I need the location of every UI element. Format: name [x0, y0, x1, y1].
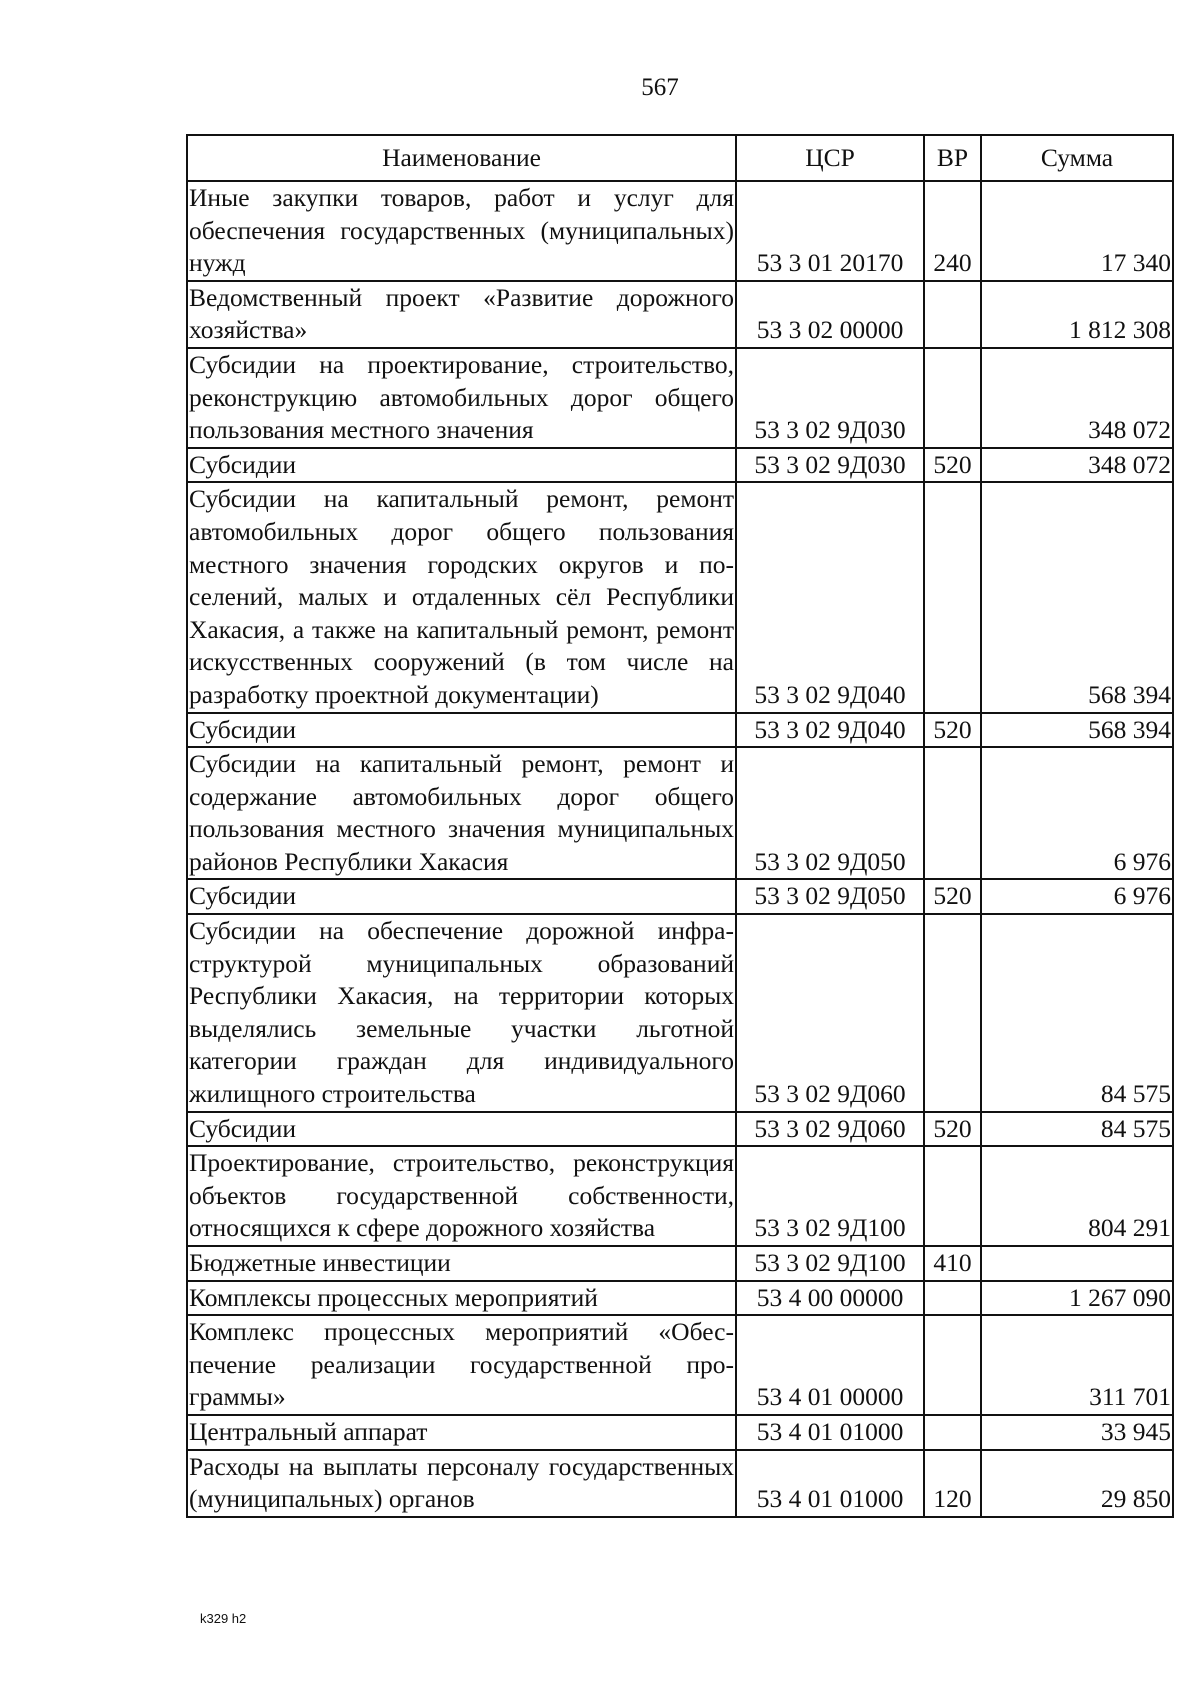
table-row: [187, 348, 1173, 448]
row-sum: 84 575: [981, 914, 1173, 1112]
row-csr: 53 4 01 01000: [736, 1450, 924, 1517]
row-csr: 53 3 02 9Д040: [736, 482, 924, 712]
row-name: Комплексы процессных мероприятий: [187, 1281, 736, 1316]
row-name: Иные закупки товаров, работ и услуг для обеспечения государственных (муниципальных) нужд: [187, 181, 736, 281]
row-vr: [924, 1415, 981, 1450]
row-name: Ведомственный проект «Развитие дорожного хозяйства»: [187, 281, 736, 348]
row-sum: 84 575: [981, 1112, 1173, 1147]
table-row: [187, 1281, 1173, 1316]
table-row: [187, 1415, 1173, 1450]
row-csr: 53 3 02 9Д100: [736, 1146, 924, 1246]
row-name: Центральный аппарат: [187, 1415, 736, 1450]
row-csr: 53 4 00 00000: [736, 1281, 924, 1316]
header-name: Наименование: [187, 135, 736, 181]
row-vr: [924, 281, 981, 348]
row-name: Комплекс процессных мероприятий «Обеспечение реализации государственной программы»: [187, 1315, 736, 1415]
row-vr: [924, 348, 981, 448]
header-vr: ВР: [924, 135, 981, 181]
header-sum: Сумма: [981, 135, 1173, 181]
table-row: [187, 281, 1173, 348]
row-csr: 53 3 02 9Д060: [736, 1112, 924, 1147]
row-vr: [924, 1281, 981, 1316]
row-csr: 53 3 02 9Д100: [736, 1246, 924, 1281]
table-row: [187, 747, 1173, 879]
table-row: [187, 1146, 1173, 1246]
row-name: Субсидии на капитальный ремонт, ремонт и содержание автомобильных дорог общего пользования местного значения муниципальных районов Республики Хакасия: [187, 747, 736, 879]
table-row: [187, 914, 1173, 1112]
row-sum: 33 945: [981, 1415, 1173, 1450]
footer-code: k329 h2: [200, 1611, 247, 1626]
row-sum: 1 812 308: [981, 281, 1173, 348]
row-sum: 348 072: [981, 348, 1173, 448]
row-sum: [981, 1246, 1173, 1281]
row-csr: 53 3 02 9Д030: [736, 348, 924, 448]
table-row: [187, 1246, 1173, 1281]
row-vr: 520: [924, 713, 981, 748]
row-sum: 311 701: [981, 1315, 1173, 1415]
row-name: Субсидии на проектирование, строительство, реконструкцию автомобильных дорог общего пользования местного значения: [187, 348, 736, 448]
row-sum: 804 291: [981, 1146, 1173, 1246]
row-csr: 53 3 02 9Д030: [736, 448, 924, 483]
table-header-row: [187, 135, 1173, 181]
row-sum: 6 976: [981, 879, 1173, 914]
row-sum: 29 850: [981, 1450, 1173, 1517]
row-csr: 53 3 02 9Д040: [736, 713, 924, 748]
row-sum: 348 072: [981, 448, 1173, 483]
row-vr: 520: [924, 1112, 981, 1147]
table-row: [187, 879, 1173, 914]
row-sum: 6 976: [981, 747, 1173, 879]
row-name: Субсидии на обеспечение дорожной инфраструктурой муниципальных образований Республики Хакасия, на территории которых выделялись земельные участки льготной категории граждан для индивидуального жилищного строительства: [187, 914, 736, 1112]
row-csr: 53 4 01 01000: [736, 1415, 924, 1450]
row-vr: 240: [924, 181, 981, 281]
row-csr: 53 3 02 9Д060: [736, 914, 924, 1112]
row-csr: 53 3 02 9Д050: [736, 747, 924, 879]
row-vr: 410: [924, 1246, 981, 1281]
header-csr: ЦСР: [736, 135, 924, 181]
row-csr: 53 4 01 00000: [736, 1315, 924, 1415]
table-row: [187, 448, 1173, 483]
table-row: [187, 1315, 1173, 1415]
row-csr: 53 3 02 9Д050: [736, 879, 924, 914]
row-vr: 120: [924, 1450, 981, 1517]
page-number: 567: [641, 74, 679, 101]
row-sum: 568 394: [981, 713, 1173, 748]
row-sum: 1 267 090: [981, 1281, 1173, 1316]
row-csr: 53 3 02 00000: [736, 281, 924, 348]
row-vr: 520: [924, 448, 981, 483]
row-vr: [924, 1146, 981, 1246]
row-name: Проектирование, строительство, реконструкция объектов государственной собственности, относящихся к сфере дорожного хозяйства: [187, 1146, 736, 1246]
table-row: [187, 713, 1173, 748]
row-csr: 53 3 01 20170: [736, 181, 924, 281]
row-vr: [924, 1315, 981, 1415]
row-name: Субсидии: [187, 448, 736, 483]
row-name: Субсидии: [187, 879, 736, 914]
row-sum: 568 394: [981, 482, 1173, 712]
table-row: [187, 1112, 1173, 1147]
table-row: [187, 1450, 1173, 1517]
row-name: Субсидии: [187, 1112, 736, 1147]
row-name: Субсидии на капитальный ремонт, ремонт автомобильных дорог общего пользования местного значения городских округов и поселений, малых и отдаленных сёл Республики Хакасия, а также на капитальный ремонт, ремонт искусственных сооружений (в том числе на разработку проектной документации): [187, 482, 736, 712]
budget-table: [186, 134, 1174, 1518]
table-row: [187, 181, 1173, 281]
row-vr: [924, 747, 981, 879]
row-name: Субсидии: [187, 713, 736, 748]
row-sum: 17 340: [981, 181, 1173, 281]
row-name: Расходы на выплаты персоналу государственных (муниципальных) органов: [187, 1450, 736, 1517]
row-vr: [924, 482, 981, 712]
table-row: [187, 482, 1173, 712]
row-name: Бюджетные инвестиции: [187, 1246, 736, 1281]
row-vr: [924, 914, 981, 1112]
row-vr: 520: [924, 879, 981, 914]
